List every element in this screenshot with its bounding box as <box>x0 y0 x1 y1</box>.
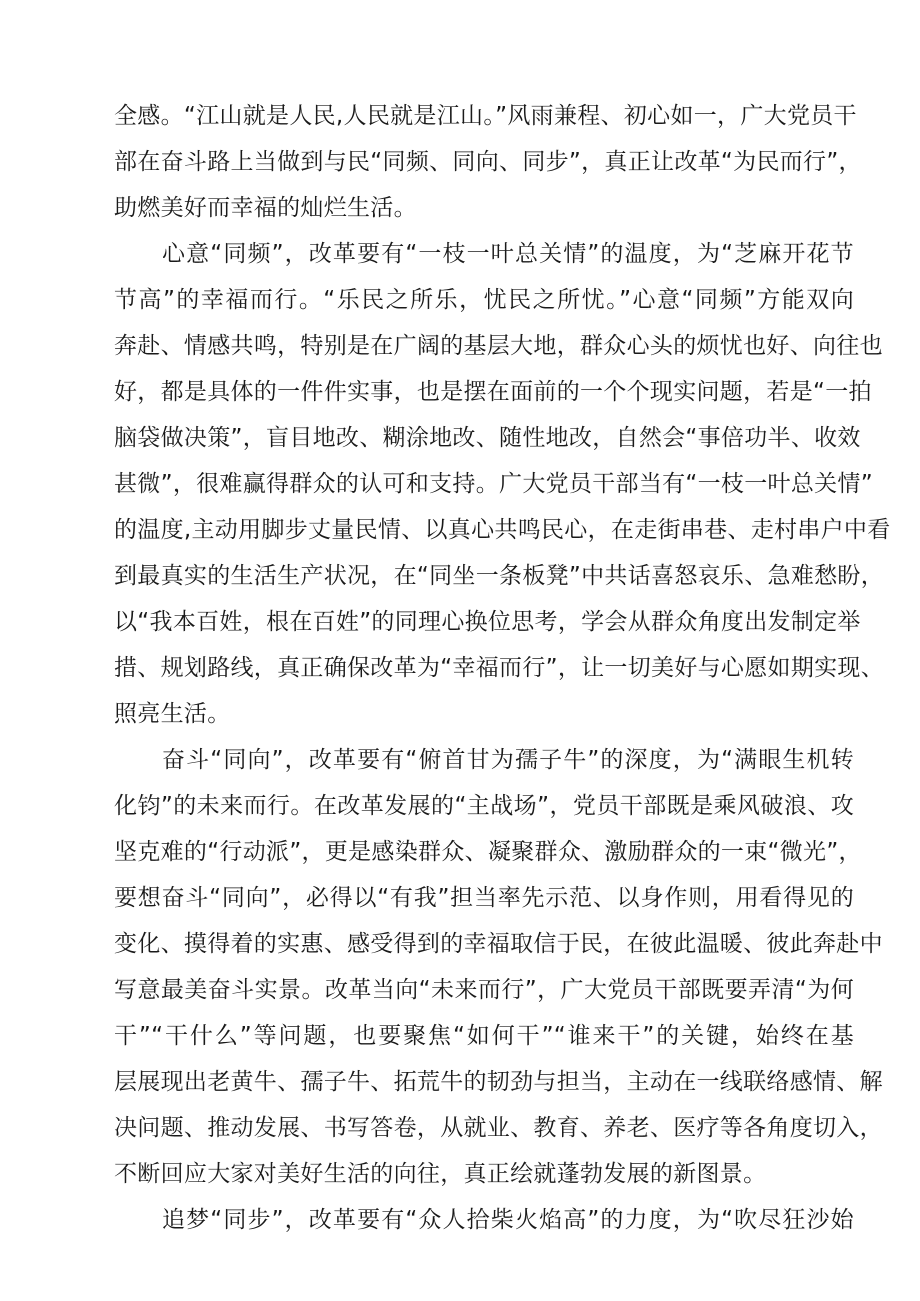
text-line: 以“我本百姓，根在百姓”的同理心换位思考，学会从群众角度出发制定举 <box>114 609 861 635</box>
text-line: 干”“干什么”等问题，也要聚焦“如何干”“谁来干”的关键，始终在基 <box>114 1023 854 1049</box>
text-line: 脑袋做决策”，盲目地改、糊涂地改、随性地改，自然会“事倍功半、收效 <box>114 425 861 451</box>
text-line: 的温度,主动用脚步丈量民情、以真心共鸣民心，在走街串巷、走村串户中看 <box>114 517 891 543</box>
text-line: 奋斗“同向”，改革要有“俯首甘为孺子牛”的深度，为“满眼生机转 <box>162 747 854 773</box>
text-line: 措、规划路线，真正确保改革为“幸福而行”，让一切美好与心愿如期实现、 <box>114 655 885 681</box>
text-line: 全感。“江山就是人民,人民就是江山。”风雨兼程、初心如一，广大党员干 <box>114 103 857 129</box>
text-line: 到最真实的生活生产状况，在“同坐一条板凳”中共话喜怒哀乐、急难愁盼， <box>114 563 885 589</box>
text-line: 层展现出老黄牛、孺子牛、拓荒牛的韧劲与担当，主动在一线联络感情、解 <box>114 1069 883 1095</box>
text-line: 变化、摸得着的实惠、感受得到的幸福取信于民，在彼此温暖、彼此奔赴中 <box>114 931 883 957</box>
paragraph <box>114 737 883 1197</box>
paragraph <box>114 1197 854 1243</box>
document-body <box>114 93 891 1243</box>
text-line: 甚微”，很难赢得群众的认可和支持。广大党员干部当有“一枝一叶总关情” <box>114 471 873 497</box>
text-line: 部在奋斗路上当做到与民“同频、同向、同步”，真正让改革“为民而行”， <box>114 149 862 175</box>
text-line: 追梦“同步”，改革要有“众人拾柴火焰高”的力度，为“吹尽狂沙始 <box>162 1207 854 1233</box>
text-line: 写意最美奋斗实景。改革当向“未来而行”，广大党员干部既要弄清“为何 <box>114 977 854 1003</box>
text-line: 不断回应大家对美好生活的向往，真正绘就蓬勃发展的新图景。 <box>114 1161 767 1187</box>
text-line: 决问题、推动发展、书写答卷，从就业、教育、养老、医疗等各角度切入， <box>114 1115 883 1141</box>
text-line: 坚克难的“行动派”，更是感染群众、凝聚群众、激励群众的一束“微光”， <box>114 839 862 865</box>
text-line: 节高”的幸福而行。“乐民之所乐，忧民之所忧。”心意“同频”方能双向 <box>114 287 854 313</box>
paragraph <box>114 231 891 737</box>
text-line: 心意“同频”，改革要有“一枝一叶总关情”的温度，为“芝麻开花节 <box>162 241 854 267</box>
text-line: 要想奋斗“同向”，必得以“有我”担当率先示范、以身作则，用看得见的 <box>114 885 854 911</box>
text-line: 好，都是具体的一件件实事，也是摆在面前的一个个现实问题，若是“一拍 <box>114 379 872 405</box>
text-line: 奔赴、情感共鸣，特别是在广阔的基层大地，群众心头的烦忧也好、向往也 <box>114 333 883 359</box>
text-line: 助燃美好而幸福的灿烂生活。 <box>114 195 417 221</box>
text-line: 化钧”的未来而行。在改革发展的“主战场”，党员干部既是乘风破浪、攻 <box>114 793 854 819</box>
text-line: 照亮生活。 <box>114 701 231 727</box>
paragraph <box>114 93 862 231</box>
